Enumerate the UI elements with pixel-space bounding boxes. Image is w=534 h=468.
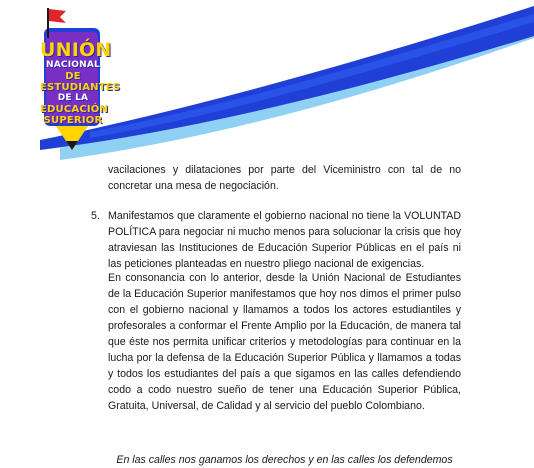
closing-slogan: En las calles nos ganamos los derechos y en las calles los defendemos xyxy=(116,454,453,466)
logo-line-de-la: DE LA xyxy=(57,93,89,103)
letterhead-banner xyxy=(0,0,534,160)
list-item-number: 5. xyxy=(91,210,100,222)
logo-line-educacion: EDUCACIÓN xyxy=(40,104,109,115)
logo-line-union: UNIÓN xyxy=(40,39,112,61)
logo-line-superior: SUPERIOR xyxy=(43,115,103,126)
logo-line-nacional: NACIONAL xyxy=(46,60,100,70)
list-item-text: Manifestamos que claramente el gobierno nacional no tiene la VOLUNTAD POLÍTICA para negociar ni mucho menos para solucionar la crisis que hoy atraviesan las Instituciones de Educación Superior Públicas en el país ni las peticiones planteadas en nuestro pliego nacional de exigencias. xyxy=(108,210,461,270)
paragraph-continuation: vacilaciones y dilataciones por parte del Viceministro con tal de no concretar una mesa de negociación. xyxy=(108,164,461,192)
logo-line-estudiantes: DE ESTUDIANTES xyxy=(40,71,121,93)
paragraph-consonancia: En consonancia con lo anterior, desde la Unión Nacional de Estudiantes de la Educación Superior manifestamos que hoy nos dimos el primer pulso con el gobierno nacional y llamamos a todos los actores estudiantiles y profesorales a conformar el Frente Amplio por la Educación, de manera tal que éste nos permita unificar criterios y metodologías para continuar en la lucha por la defensa de la Educación Superior Pública y llamamos a todas y todos los estudiantes del país a que sigamos en las calles defendiendo codo a codo nuestro sueño de tener una Educación Superior Pública, Gratuita, Universal, de Calidad y al servicio del pueblo Colombiano. xyxy=(108,272,461,412)
logo-wordmark xyxy=(40,39,121,126)
